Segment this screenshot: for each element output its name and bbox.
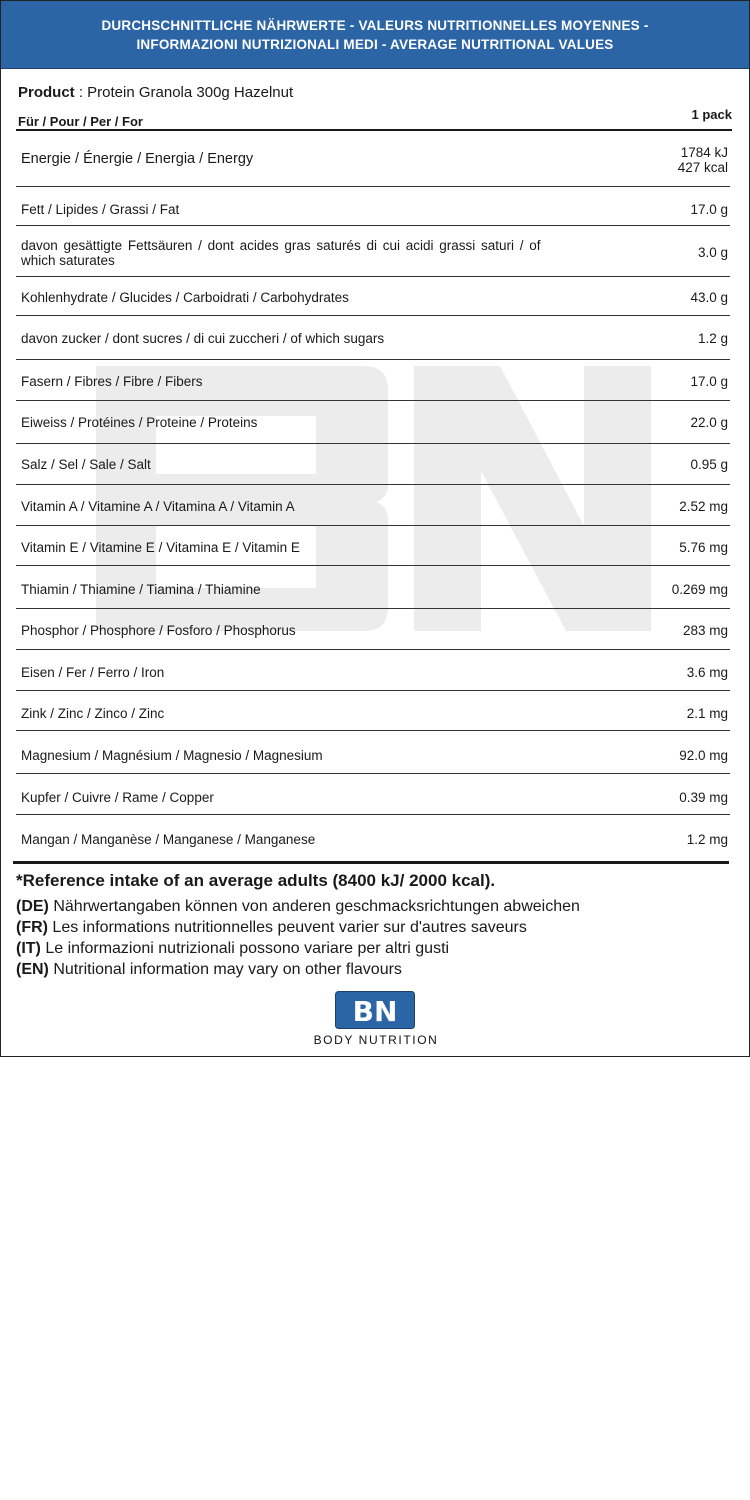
header-line-2: INFORMAZIONI NUTRIZIONALI MEDI - AVERAGE NUTRITIONAL VALUES: [136, 37, 614, 52]
nutrient-value: 3.0 g: [697, 245, 728, 260]
nutrient-name: Magnesium / Magnésium / Magnesio / Magnesium: [21, 748, 323, 763]
table-row: [16, 815, 730, 860]
table-row: [16, 360, 730, 401]
nutrient-name: Thiamin / Thiamine / Tiamina / Thiamine: [21, 582, 261, 597]
nutrient-value: 283 mg: [682, 623, 728, 638]
nutrient-name: Zink / Zinc / Zinco / Zinc: [21, 706, 165, 721]
body-nutrition-logo: [291, 991, 461, 1047]
nutrient-value-kj: 1784 kJ: [680, 145, 728, 160]
nutrient-name: Eiweiss / Protéines / Proteine / Proteins: [21, 415, 258, 430]
nutrient-name: Vitamin E / Vitamine E / Vitamina E / Vitamin E: [21, 540, 300, 555]
per-label: Für / Pour / Per / For: [18, 114, 143, 129]
nutrient-value: 5.76 mg: [679, 540, 728, 555]
nutrient-value: 22.0 g: [690, 415, 728, 430]
nutrient-name: Mangan / Manganèse / Manganese / Manganese: [21, 832, 316, 847]
nutrient-value: 1.2 g: [697, 331, 728, 346]
table-row: [16, 187, 730, 226]
nutrient-value: 2.1 mg: [686, 706, 728, 721]
reference-intake-note: *Reference intake of an average adults (8400 kJ/ 2000 kcal).: [16, 871, 496, 890]
nutrient-name: Energie / Énergie / Energia / Energy: [21, 151, 254, 167]
table-row: [16, 485, 730, 526]
table-row: [16, 650, 730, 691]
nutrient-value: 0.39 mg: [679, 790, 728, 805]
nutrient-name: davon gesättigte Fettsäuren / dont acides gras saturés di cui acidi grassi saturi / of: [21, 238, 541, 253]
nutrient-name: davon zucker / dont sucres / di cui zuccheri / of which sugars: [21, 331, 385, 346]
header-banner: [1, 1, 749, 69]
table-bottom-rule: [13, 861, 729, 864]
note-text: Les informations nutritionnelles peuvent varier sur d'autres saveurs: [47, 919, 527, 936]
flavour-note-de: [16, 898, 580, 916]
nutrient-value: 43.0 g: [690, 290, 728, 305]
table-row: [16, 277, 730, 316]
product-label: Product: [18, 84, 75, 101]
table-row: [16, 774, 730, 815]
product-name: : Protein Granola 300g Hazelnut: [74, 84, 294, 101]
nutrient-name: Fett / Lipides / Grassi / Fat: [21, 202, 180, 217]
nutrient-value: 17.0 g: [690, 374, 728, 389]
note-text: Nährwertangaben können von anderen geschmacksrichtungen abweichen: [48, 898, 580, 915]
per-value: 1 pack: [691, 107, 732, 122]
nutrient-name: Kohlenhydrate / Glucides / Carboidrati / Carbohydrates: [21, 290, 349, 305]
table-row: [16, 316, 730, 360]
table-row: [16, 566, 730, 609]
lang-code: (EN): [16, 961, 49, 978]
table-row: [16, 691, 730, 731]
nutrient-value: 0.269 mg: [671, 582, 728, 597]
header-line-1: DURCHSCHNITTLICHE NÄHRWERTE - VALEURS NUTRITIONNELLES MOYENNES -: [101, 18, 649, 33]
table-row-energy: [16, 131, 730, 187]
table-row: [16, 444, 730, 485]
product-line: [18, 84, 293, 101]
lang-code: (FR): [16, 919, 48, 936]
nutrient-value: 92.0 mg: [679, 748, 728, 763]
table-row: [16, 609, 730, 650]
nutrient-name: Kupfer / Cuivre / Rame / Copper: [21, 790, 214, 805]
bn-logo-letters: BN: [352, 995, 398, 1028]
nutrient-name: Fasern / Fibres / Fibre / Fibers: [21, 374, 203, 389]
bn-logo-mark: [335, 991, 415, 1029]
brand-wordmark: BODY NUTRITION: [313, 1033, 439, 1047]
nutrient-name: Phosphor / Phosphore / Fosforo / Phosphorus: [21, 623, 296, 638]
table-row: [16, 526, 730, 566]
note-text: Le informazioni nutrizionali possono variare per altri gusti: [40, 940, 450, 957]
lang-code: (IT): [16, 940, 41, 957]
note-text: Nutritional information may vary on other flavours: [48, 961, 402, 978]
flavour-note-it: [16, 940, 449, 958]
nutrient-name: Vitamin A / Vitamine A / Vitamina A / Vitamin A: [21, 499, 295, 514]
nutrient-name: Salz / Sel / Sale / Salt: [21, 457, 151, 472]
nutrient-value: 17.0 g: [690, 202, 728, 217]
nutrient-value: 0.95 g: [690, 457, 728, 472]
table-row: [16, 731, 730, 774]
table-row: [16, 226, 730, 277]
nutrient-value-kcal: 427 kcal: [677, 160, 728, 175]
nutrient-value: 1.2 mg: [686, 832, 728, 847]
nutrient-value: 2.52 mg: [679, 499, 728, 514]
lang-code: (DE): [16, 898, 49, 915]
flavour-note-en: [16, 961, 402, 979]
nutrient-value: 3.6 mg: [686, 665, 728, 680]
nutrient-name-continued: which saturates: [21, 253, 115, 268]
nutrient-name: Eisen / Fer / Ferro / Iron: [21, 665, 165, 680]
table-row: [16, 401, 730, 444]
flavour-note-fr: [16, 919, 527, 937]
